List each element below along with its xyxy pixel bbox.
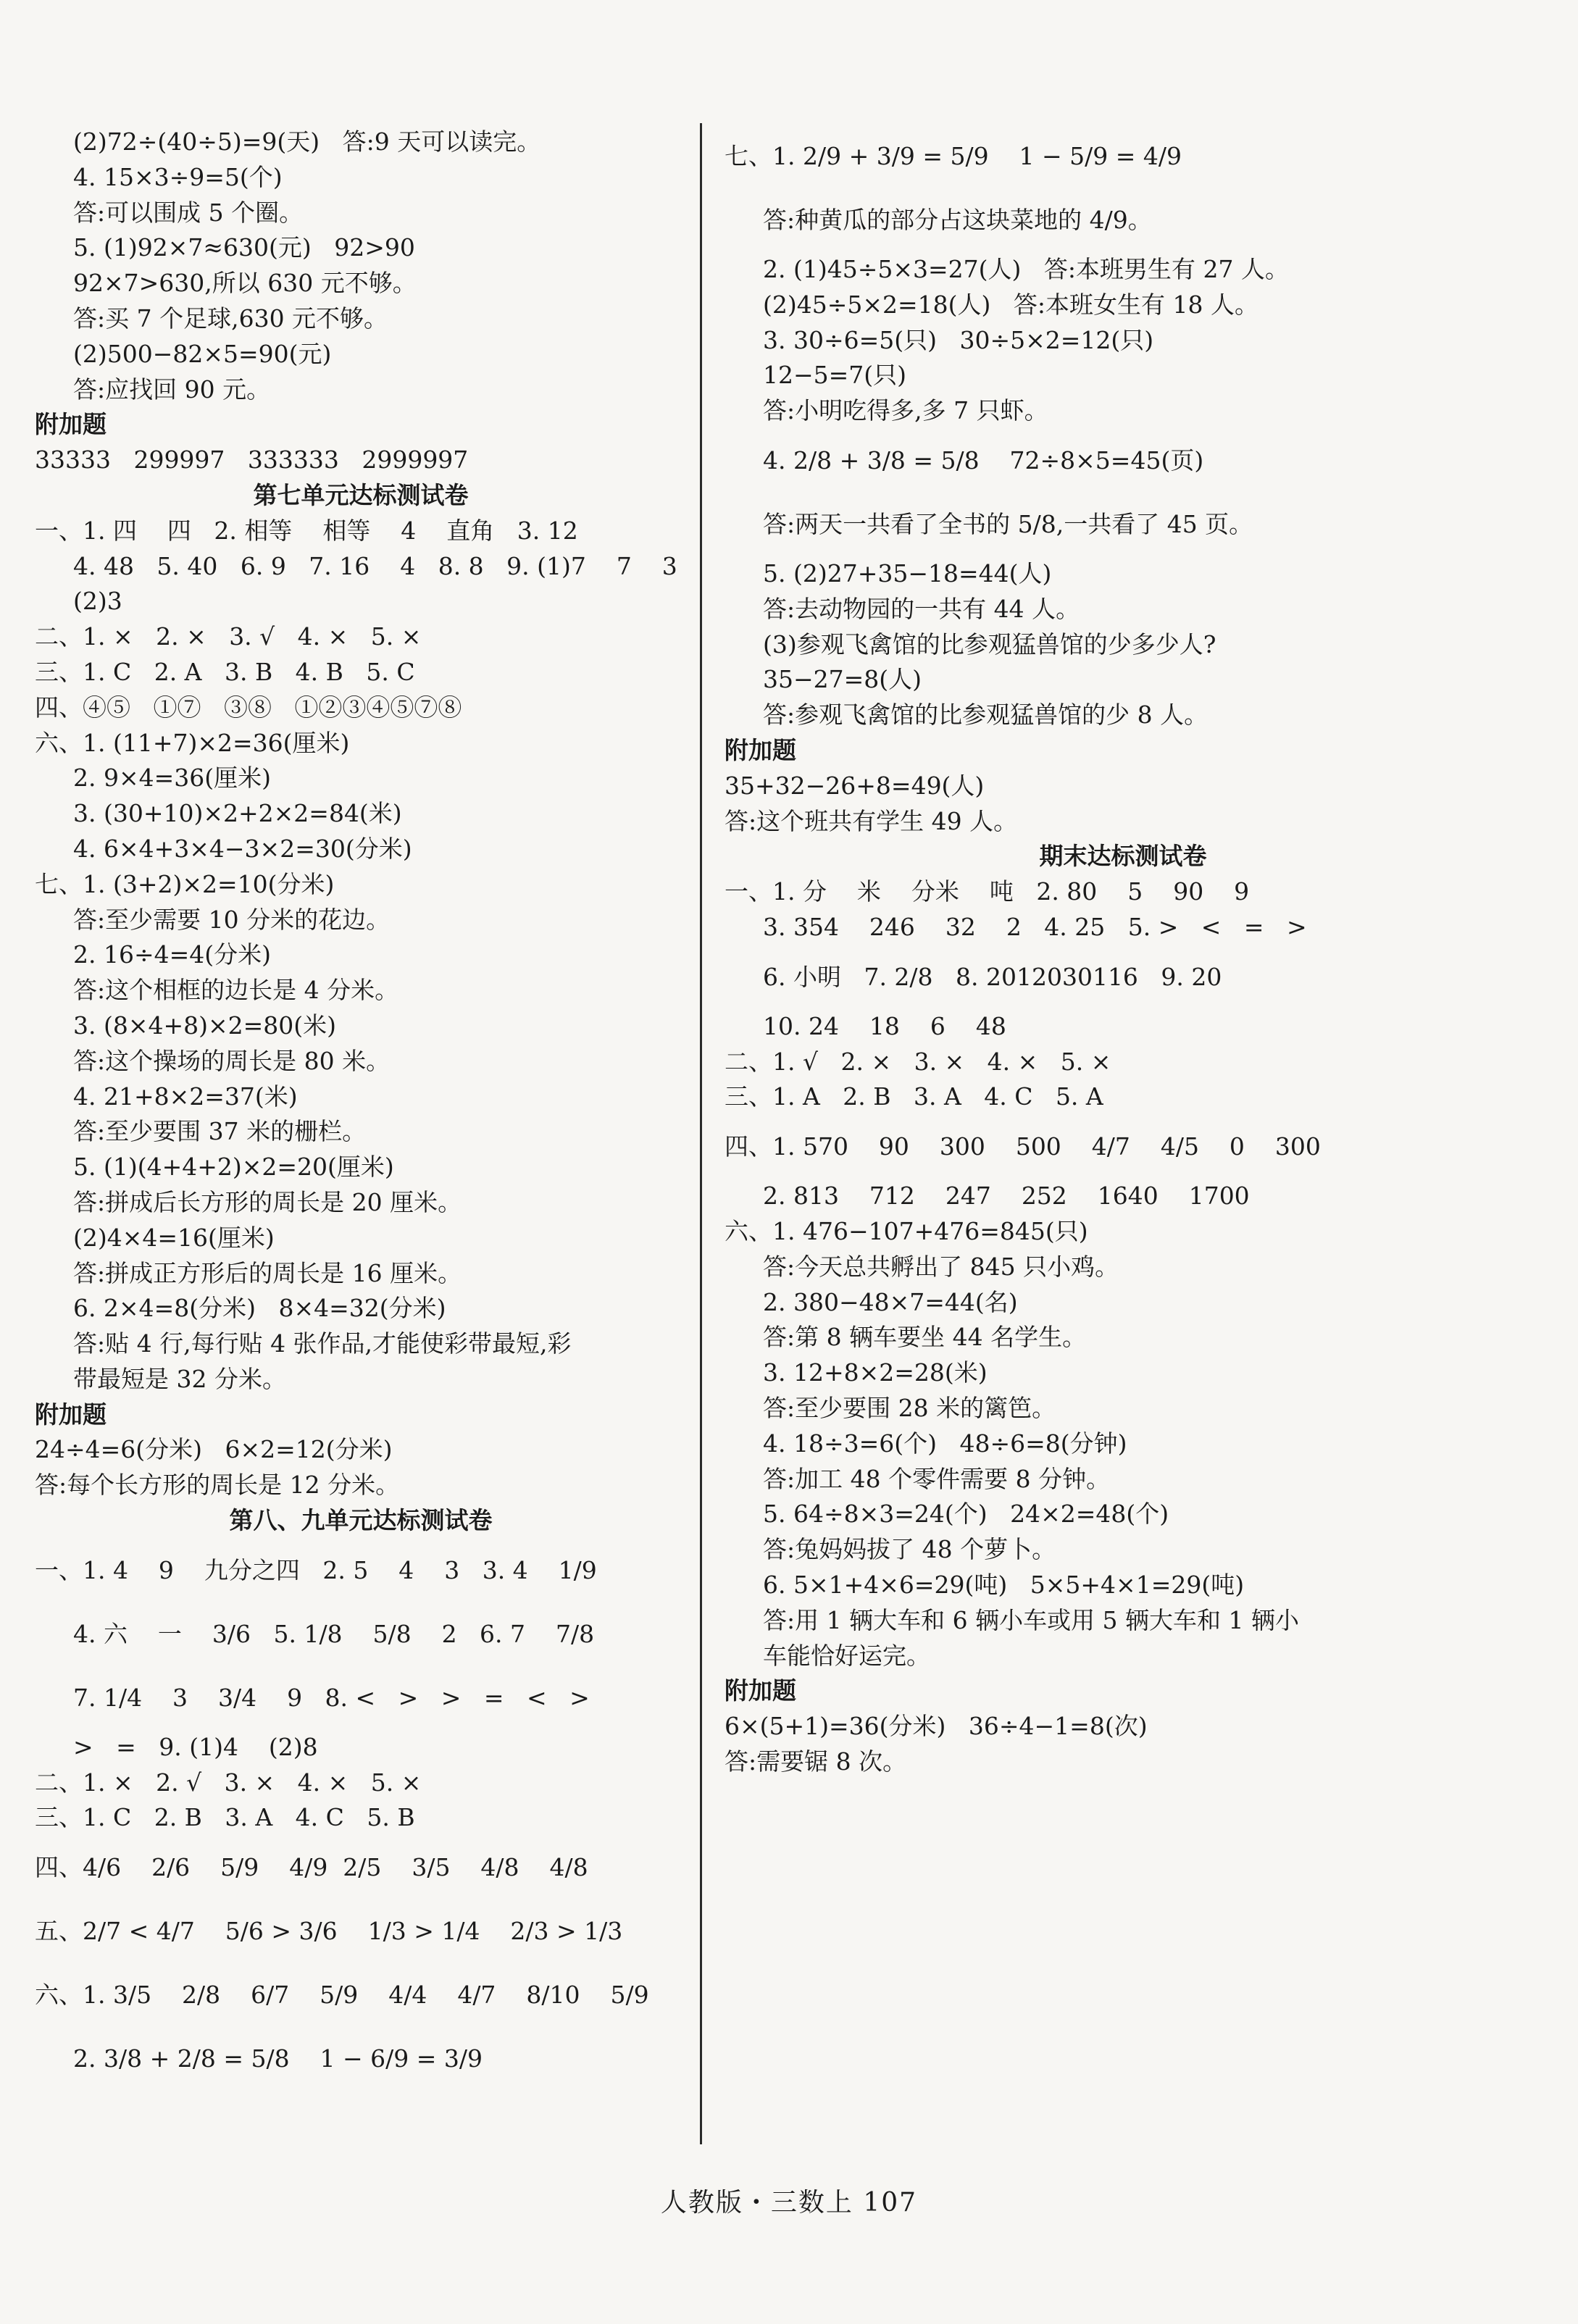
answer-line: 4. 15×3÷9=5(个) bbox=[73, 162, 283, 191]
answer-line: 答:这个班共有学生 49 人。 bbox=[725, 806, 1018, 835]
bonus-heading: 附加题 bbox=[725, 1676, 796, 1705]
answer-line: (2)4×4=16(厘米) bbox=[73, 1223, 275, 1252]
answer-line: 答:贴 4 行,每行贴 4 张作品,才能使彩带最短,彩 bbox=[73, 1329, 572, 1358]
answer-line: 92×7>630,所以 630 元不够。 bbox=[73, 269, 417, 298]
answer-line: 3. (8×4+8)×2=80(米) bbox=[73, 1011, 337, 1040]
answer-line: 六、1. (11+7)×2=36(厘米) bbox=[35, 728, 350, 757]
answer-line: 答:这个相框的边长是 4 分米。 bbox=[73, 976, 399, 1005]
answer-line: 2. (1)45÷5×3=27(人) 答:本班男生有 27 人。 bbox=[763, 255, 1289, 283]
answer-line: 带最短是 32 分米。 bbox=[73, 1364, 286, 1393]
answer-line: 七、1. 2/9 + 3/9 = 5/9 1 − 5/9 = 4/9 bbox=[725, 142, 1182, 170]
answer-line: 答:参观飞禽馆的比参观猛兽馆的少 8 人。 bbox=[763, 701, 1208, 730]
answer-line: 车能恰好运完。 bbox=[763, 1641, 930, 1670]
answer-line: 5. (2)27+35−18=44(人) bbox=[763, 559, 1052, 588]
answer-line: (2)3 bbox=[73, 587, 122, 616]
answer-line: 三、1. A 2. B 3. A 4. C 5. A bbox=[725, 1082, 1103, 1111]
answer-line: 答:用 1 辆大车和 6 辆小车或用 5 辆大车和 1 辆小 bbox=[763, 1605, 1300, 1634]
answer-line: 六、1. 476−107+476=845(只) bbox=[725, 1216, 1088, 1245]
column-divider bbox=[700, 123, 702, 2144]
section-title: 第七单元达标测试卷 bbox=[253, 480, 469, 509]
answer-line: 答:拼成正方形后的周长是 16 厘米。 bbox=[73, 1258, 462, 1287]
answer-line: 3. 30÷6=5(只) 30÷5×2=12(只) bbox=[763, 325, 1154, 354]
answer-line: 4. 6×4+3×4−3×2=30(分米) bbox=[73, 834, 412, 863]
answer-line: 六、1. 3/5 2/8 6/7 5/9 4/4 4/7 8/10 5/9 bbox=[35, 1981, 649, 2010]
answer-line: 2. 380−48×7=44(名) bbox=[763, 1287, 1018, 1316]
answer-line: 答:需要锯 8 次。 bbox=[725, 1747, 907, 1776]
answer-line: 五、2/7 < 4/7 5/6 > 3/6 1/3 > 1/4 2/3 > 1/3 bbox=[35, 1917, 623, 1946]
answer-line: 答:第 8 辆车要坐 44 名学生。 bbox=[763, 1323, 1087, 1352]
bonus-heading: 附加题 bbox=[35, 410, 107, 439]
answer-line: 3. 354 246 32 2 4. 25 5. > < = > bbox=[763, 912, 1307, 941]
answer-line: 四、4/6 2/6 5/9 4/9 2/5 3/5 4/8 4/8 bbox=[35, 1853, 588, 1882]
right-column bbox=[725, 125, 1521, 1780]
answer-line: 6×(5+1)=36(分米) 36÷4−1=8(次) bbox=[725, 1712, 1148, 1741]
answer-line: 答:买 7 个足球,630 元不够。 bbox=[73, 304, 388, 333]
answer-line: 10. 24 18 6 48 bbox=[763, 1011, 1006, 1040]
answer-line: 二、1. × 2. √ 3. × 4. × 5. × bbox=[35, 1768, 422, 1797]
answer-line: 四、1. 570 90 300 500 4/7 4/5 0 300 bbox=[725, 1132, 1321, 1161]
answer-line: 答:两天一共看了全书的 5/8,一共看了 45 页。 bbox=[763, 509, 1253, 538]
answer-line: 答:这个操场的周长是 80 米。 bbox=[73, 1046, 391, 1075]
bonus-heading: 附加题 bbox=[35, 1400, 107, 1429]
answer-line: 5. (1)92×7≈630(元) 92>90 bbox=[73, 233, 415, 262]
answer-line: 一、1. 四 四 2. 相等 相等 4 直角 3. 12 bbox=[35, 516, 578, 545]
answer-line: 三、1. C 2. A 3. B 4. B 5. C bbox=[35, 657, 415, 686]
answer-line: 35−27=8(人) bbox=[763, 665, 922, 694]
answer-line: (2)72÷(40÷5)=9(天) 答:9 天可以读完。 bbox=[73, 128, 541, 156]
answer-line: 33333 299997 333333 2999997 bbox=[35, 446, 469, 475]
answer-line: 4. 六 一 3/6 5. 1/8 5/8 2 6. 7 7/8 bbox=[73, 1619, 595, 1648]
answer-line: 2. 9×4=36(厘米) bbox=[73, 764, 272, 793]
answer-line: 4. 21+8×2=37(米) bbox=[73, 1082, 298, 1111]
answer-line: 答:至少要围 28 米的篱笆。 bbox=[763, 1393, 1056, 1422]
answer-line: 35+32−26+8=49(人) bbox=[725, 771, 985, 800]
answer-line: 5. 64÷8×3=24(个) 24×2=48(个) bbox=[763, 1500, 1169, 1529]
answer-line: 4. 2/8 + 3/8 = 5/8 72÷8×5=45(页) bbox=[763, 446, 1204, 475]
answer-line: 一、1. 4 9 九分之四 2. 5 4 3 3. 4 1/9 bbox=[35, 1555, 597, 1584]
answer-line: 答:可以围成 5 个圈。 bbox=[73, 198, 304, 227]
answer-line: 答:每个长方形的周长是 12 分米。 bbox=[35, 1471, 400, 1500]
answer-line: 4. 18÷3=6(个) 48÷6=8(分钟) bbox=[763, 1429, 1127, 1458]
answer-line: 答:种黄瓜的部分占这块菜地的 4/9。 bbox=[763, 206, 1152, 234]
answer-line: 一、1. 分 米 分米 吨 2. 80 5 90 9 bbox=[725, 877, 1250, 906]
answer-line: 6. 小明 7. 2/8 8. 2012030116 9. 20 bbox=[763, 962, 1222, 991]
answer-line: (3)参观飞禽馆的比参观猛兽馆的少多少人? bbox=[763, 630, 1216, 659]
left-column bbox=[35, 125, 687, 2091]
answer-line: 2. 16÷4=4(分米) bbox=[73, 940, 272, 969]
answer-line: 2. 813 712 247 252 1640 1700 bbox=[763, 1182, 1250, 1211]
section-title: 第八、九单元达标测试卷 bbox=[229, 1506, 493, 1535]
answer-line: 答:至少要围 37 米的栅栏。 bbox=[73, 1117, 367, 1146]
answer-line: 答:兔妈妈拔了 48 个萝卜。 bbox=[763, 1535, 1056, 1564]
answer-line: 二、1. √ 2. × 3. × 4. × 5. × bbox=[725, 1047, 1111, 1076]
answer-line: 答:至少需要 10 分米的花边。 bbox=[73, 905, 391, 934]
page-footer: 人教版・三数上 107 bbox=[660, 2188, 918, 2218]
answer-line: 2. 3/8 + 2/8 = 5/8 1 − 6/9 = 3/9 bbox=[73, 2044, 483, 2073]
answer-line: (2)45÷5×2=18(人) 答:本班女生有 18 人。 bbox=[763, 290, 1258, 319]
answer-line: 7. 1/4 3 3/4 9 8. < > > = < > bbox=[73, 1683, 590, 1712]
answer-line: 答:小明吃得多,多 7 只虾。 bbox=[763, 396, 1048, 425]
answer-line: 12−5=7(只) bbox=[763, 361, 907, 390]
answer-line: 四、④⑤ ①⑦ ③⑧ ①②③④⑤⑦⑧ bbox=[35, 693, 462, 722]
answer-line: 答:加工 48 个零件需要 8 分钟。 bbox=[763, 1464, 1111, 1493]
bonus-heading: 附加题 bbox=[725, 735, 796, 764]
answer-line: 6. 2×4=8(分米) 8×4=32(分米) bbox=[73, 1294, 446, 1323]
answer-line: 6. 5×1+4×6=29(吨) 5×5+4×1=29(吨) bbox=[763, 1570, 1245, 1599]
answer-line: 5. (1)(4+4+2)×2=20(厘米) bbox=[73, 1153, 394, 1182]
answer-line: 4. 48 5. 40 6. 9 7. 16 4 8. 8 9. (1)7 7 3 bbox=[73, 551, 677, 580]
answer-line: 答:拼成后长方形的周长是 20 厘米。 bbox=[73, 1187, 462, 1216]
answer-line: 三、1. C 2. B 3. A 4. C 5. B bbox=[35, 1803, 415, 1832]
answer-line: 3. 12+8×2=28(米) bbox=[763, 1358, 988, 1387]
answer-line: > = 9. (1)4 (2)8 bbox=[73, 1732, 318, 1761]
answer-line: 答:去动物园的一共有 44 人。 bbox=[763, 594, 1080, 623]
answer-line: 七、1. (3+2)×2=10(分米) bbox=[35, 869, 335, 898]
answer-line: 3. (30+10)×2+2×2=84(米) bbox=[73, 799, 402, 828]
answer-line: 24÷4=6(分米) 6×2=12(分米) bbox=[35, 1435, 393, 1464]
section-title: 期末达标测试卷 bbox=[1039, 842, 1207, 871]
answer-line: 答:应找回 90 元。 bbox=[73, 375, 271, 404]
answer-line: 二、1. × 2. × 3. √ 4. × 5. × bbox=[35, 622, 422, 651]
answer-line: 答:今天总共孵出了 845 只小鸡。 bbox=[763, 1252, 1119, 1281]
answer-line: (2)500−82×5=90(元) bbox=[73, 339, 332, 368]
